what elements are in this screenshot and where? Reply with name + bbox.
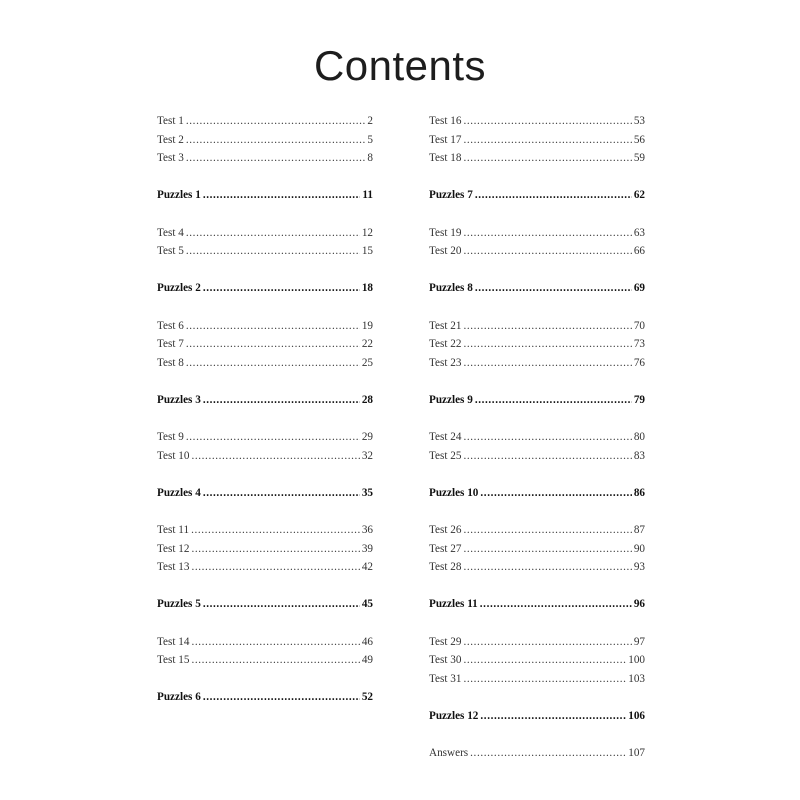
toc-entry-page-number: 32 [361, 449, 373, 462]
dot-leader [191, 633, 359, 652]
section-gap [429, 688, 645, 707]
dot-leader [463, 540, 631, 559]
dot-leader [463, 428, 631, 447]
dot-leader [203, 279, 360, 298]
toc-section-entry [429, 279, 645, 298]
dot-leader [186, 112, 366, 131]
dot-leader [463, 651, 626, 670]
toc-entry-label: Test 16 [429, 115, 462, 127]
toc-entry-label: Test 4 [157, 226, 184, 239]
toc-entry [429, 633, 645, 652]
toc-entry-label: Test 20 [429, 245, 462, 258]
toc-entry [157, 224, 373, 243]
toc-entry-page-number: 8 [367, 152, 373, 165]
toc-entry [429, 521, 645, 540]
toc-entry [429, 558, 645, 577]
toc-entry-page-number: 5 [367, 133, 373, 146]
toc-entry-page-number: 19 [361, 319, 373, 332]
dot-leader [475, 391, 632, 410]
toc-entry-label: Test 27 [429, 542, 462, 555]
toc-section-entry [157, 484, 373, 503]
section-gap [429, 168, 645, 187]
toc-entry [157, 558, 373, 577]
toc-entry-label: Puzzles 5 [157, 598, 201, 611]
dot-leader [463, 521, 631, 540]
dot-leader [463, 633, 631, 652]
toc-entry-label: Test 30 [429, 654, 462, 667]
section-gap [157, 614, 373, 633]
dot-leader [191, 651, 359, 670]
toc-entry-label: Puzzles 3 [157, 393, 201, 406]
page-title: Contents [313, 42, 487, 89]
toc-entry-label: Test 18 [429, 152, 462, 165]
toc-entry-page-number: 39 [361, 542, 373, 555]
toc-entry [157, 447, 373, 466]
toc-entry-label: Test 14 [157, 635, 190, 648]
toc-entry [429, 651, 645, 670]
toc-entry [157, 131, 373, 150]
toc-entry-label: Test 9 [157, 431, 184, 444]
toc-entry [429, 428, 645, 447]
dot-leader [463, 354, 631, 373]
toc-entry-page-number: 36 [361, 524, 373, 537]
toc-entry-label: Test 31 [429, 672, 462, 685]
toc-entry [157, 149, 373, 168]
toc-entry-page-number: 103 [628, 672, 645, 685]
toc-entry-page-number: 86 [633, 486, 645, 499]
toc-section-entry [429, 186, 645, 205]
dot-leader [203, 391, 360, 410]
toc-entry-page-number: 11 [362, 189, 373, 202]
toc-entry [157, 633, 373, 652]
section-gap [157, 298, 373, 317]
toc-entry [157, 317, 373, 336]
toc-entry-page-number: 52 [361, 691, 373, 704]
toc-section-entry [429, 707, 645, 726]
toc-entry-page-number: 49 [361, 654, 373, 667]
toc-entry-page-number: 83 [633, 449, 645, 462]
toc-section-entry [429, 391, 645, 410]
toc-entry-label: Puzzles 4 [157, 486, 201, 499]
toc-entry [157, 651, 373, 670]
section-gap [429, 205, 645, 224]
dot-leader [470, 744, 626, 763]
toc-entry-page-number: 28 [361, 393, 373, 406]
toc-entry [429, 112, 645, 131]
toc-entry-page-number: 100 [628, 654, 645, 667]
toc-entry [429, 540, 645, 559]
dot-leader [463, 112, 631, 131]
toc-entry-label: Test 19 [429, 226, 462, 239]
dot-leader [463, 242, 631, 261]
toc-section-entry [157, 186, 373, 205]
toc-entry [429, 335, 645, 354]
toc-entry-label: Test 26 [429, 524, 462, 537]
toc-entry-label: Test 15 [157, 654, 190, 667]
section-gap [157, 465, 373, 484]
toc-entry-page-number: 69 [633, 282, 645, 295]
toc-entry-label: Puzzles 7 [429, 189, 473, 202]
toc-entry-page-number: 87 [633, 524, 645, 537]
toc-entry-label: Puzzles 12 [429, 710, 479, 722]
toc-section-entry [157, 279, 373, 298]
toc-section-entry [157, 391, 373, 410]
section-gap [429, 410, 645, 429]
section-gap [429, 372, 645, 391]
section-gap [429, 298, 645, 317]
toc-entry [429, 149, 645, 168]
toc-entry-page-number: 66 [633, 245, 645, 258]
toc-entry [429, 242, 645, 261]
toc-entry-page-number: 25 [361, 356, 373, 369]
section-gap [157, 261, 373, 280]
toc-entry-page-number: 96 [633, 598, 645, 611]
dot-leader [463, 224, 631, 243]
toc-entry-page-number: 12 [361, 226, 373, 239]
toc-entry-label: Test 28 [429, 561, 462, 574]
dot-leader [475, 279, 632, 298]
toc-entry-page-number: 70 [633, 319, 645, 332]
dot-leader [463, 149, 631, 168]
dot-leader [463, 317, 631, 336]
dot-leader [203, 688, 360, 707]
dot-leader [186, 131, 366, 150]
toc-entry-page-number: 42 [361, 561, 373, 574]
dot-leader [463, 558, 631, 577]
toc-entry [157, 428, 373, 447]
section-gap [157, 205, 373, 224]
toc-entry-label: Test 21 [429, 319, 462, 332]
toc-entry-label: Puzzles 8 [429, 282, 473, 295]
toc-section-entry [157, 595, 373, 614]
dot-leader [463, 447, 631, 466]
toc-entry [429, 317, 645, 336]
toc-entry-label: Puzzles 6 [157, 691, 201, 704]
dot-leader [203, 484, 360, 503]
section-gap [157, 502, 373, 521]
dot-leader [480, 484, 631, 503]
toc-entry-page-number: 76 [633, 356, 645, 369]
toc-entry-page-number: 53 [633, 115, 645, 127]
toc-entry-label: Test 29 [429, 635, 462, 648]
toc-entry-label: Test 8 [157, 356, 184, 369]
toc-entry [157, 354, 373, 373]
dot-leader [191, 558, 359, 577]
toc-entry-label: Test 1 [157, 115, 184, 127]
toc-entry-label: Puzzles 11 [429, 598, 478, 611]
toc-entry-page-number: 29 [361, 431, 373, 444]
dot-leader [480, 595, 632, 614]
toc-entry-label: Test 11 [157, 524, 190, 537]
toc-entry-page-number: 80 [633, 431, 645, 444]
toc-entry-label: Puzzles 1 [157, 189, 201, 202]
toc-entry-label: Test 13 [157, 561, 190, 574]
toc-entry-label: Answers [429, 747, 469, 760]
toc-entry-label: Puzzles 2 [157, 282, 201, 295]
contents-column-right [429, 112, 645, 763]
toc-entry [429, 744, 645, 763]
toc-entry-label: Test 17 [429, 133, 462, 146]
section-gap [157, 410, 373, 429]
toc-entry [429, 354, 645, 373]
toc-entry-page-number: 79 [633, 393, 645, 406]
toc-entry [429, 670, 645, 689]
section-gap [157, 372, 373, 391]
toc-entry [429, 447, 645, 466]
dot-leader [186, 149, 366, 168]
toc-entry-page-number: 35 [361, 486, 373, 499]
dot-leader [186, 428, 360, 447]
toc-entry-page-number: 18 [361, 282, 373, 295]
toc-entry-page-number: 46 [361, 635, 373, 648]
section-gap [429, 465, 645, 484]
toc-entry-label: Test 24 [429, 431, 462, 444]
toc-entry-page-number: 22 [361, 338, 373, 351]
dot-leader [475, 186, 632, 205]
toc-entry-page-number: 2 [367, 115, 373, 127]
section-gap [429, 577, 645, 596]
toc-entry-page-number: 62 [633, 189, 645, 202]
dot-leader [463, 670, 626, 689]
toc-entry-page-number: 90 [633, 542, 645, 555]
toc-entry [157, 112, 373, 131]
section-gap [157, 168, 373, 187]
dot-leader [203, 595, 360, 614]
toc-entry-label: Puzzles 9 [429, 393, 473, 406]
section-gap [157, 670, 373, 689]
toc-entry-label: Test 2 [157, 133, 184, 146]
toc-entry-label: Puzzles 10 [429, 486, 479, 499]
section-gap [157, 577, 373, 596]
toc-entry [157, 242, 373, 261]
section-gap [429, 726, 645, 745]
toc-entry-page-number: 15 [361, 245, 373, 258]
toc-entry-label: Test 7 [157, 338, 184, 351]
toc-entry [157, 540, 373, 559]
toc-entry-label: Test 10 [157, 449, 190, 462]
toc-section-entry [429, 484, 645, 503]
toc-entry-label: Test 25 [429, 449, 462, 462]
dot-leader [480, 707, 626, 726]
dot-leader [463, 335, 631, 354]
toc-entry-page-number: 73 [633, 338, 645, 351]
toc-entry-label: Test 12 [157, 542, 190, 555]
section-gap [429, 261, 645, 280]
dot-leader [186, 335, 360, 354]
dot-leader [186, 317, 360, 336]
dot-leader [191, 540, 359, 559]
dot-leader [191, 521, 360, 540]
toc-entry-page-number: 107 [628, 747, 645, 760]
dot-leader [186, 354, 360, 373]
toc-entry-label: Test 5 [157, 245, 184, 258]
contents-column-left [157, 112, 373, 707]
toc-entry [157, 335, 373, 354]
toc-entry-label: Test 23 [429, 356, 462, 369]
toc-entry-label: Test 3 [157, 152, 184, 165]
dot-leader [186, 242, 360, 261]
toc-entry-label: Test 22 [429, 338, 462, 351]
toc-entry-page-number: 56 [633, 133, 645, 146]
toc-entry-label: Test 6 [157, 319, 184, 332]
toc-section-entry [157, 688, 373, 707]
toc-entry [429, 224, 645, 243]
toc-entry-page-number: 45 [361, 598, 373, 611]
toc-entry-page-number: 97 [633, 635, 645, 648]
dot-leader [203, 186, 361, 205]
dot-leader [191, 447, 359, 466]
dot-leader [463, 131, 631, 150]
toc-entry-page-number: 106 [628, 710, 645, 722]
section-gap [429, 614, 645, 633]
toc-entry-page-number: 93 [633, 561, 645, 574]
toc-entry-page-number: 59 [633, 152, 645, 165]
toc-entry [429, 131, 645, 150]
toc-entry [157, 521, 373, 540]
toc-entry-page-number: 63 [633, 226, 645, 239]
dot-leader [186, 224, 360, 243]
section-gap [429, 502, 645, 521]
toc-section-entry [429, 595, 645, 614]
